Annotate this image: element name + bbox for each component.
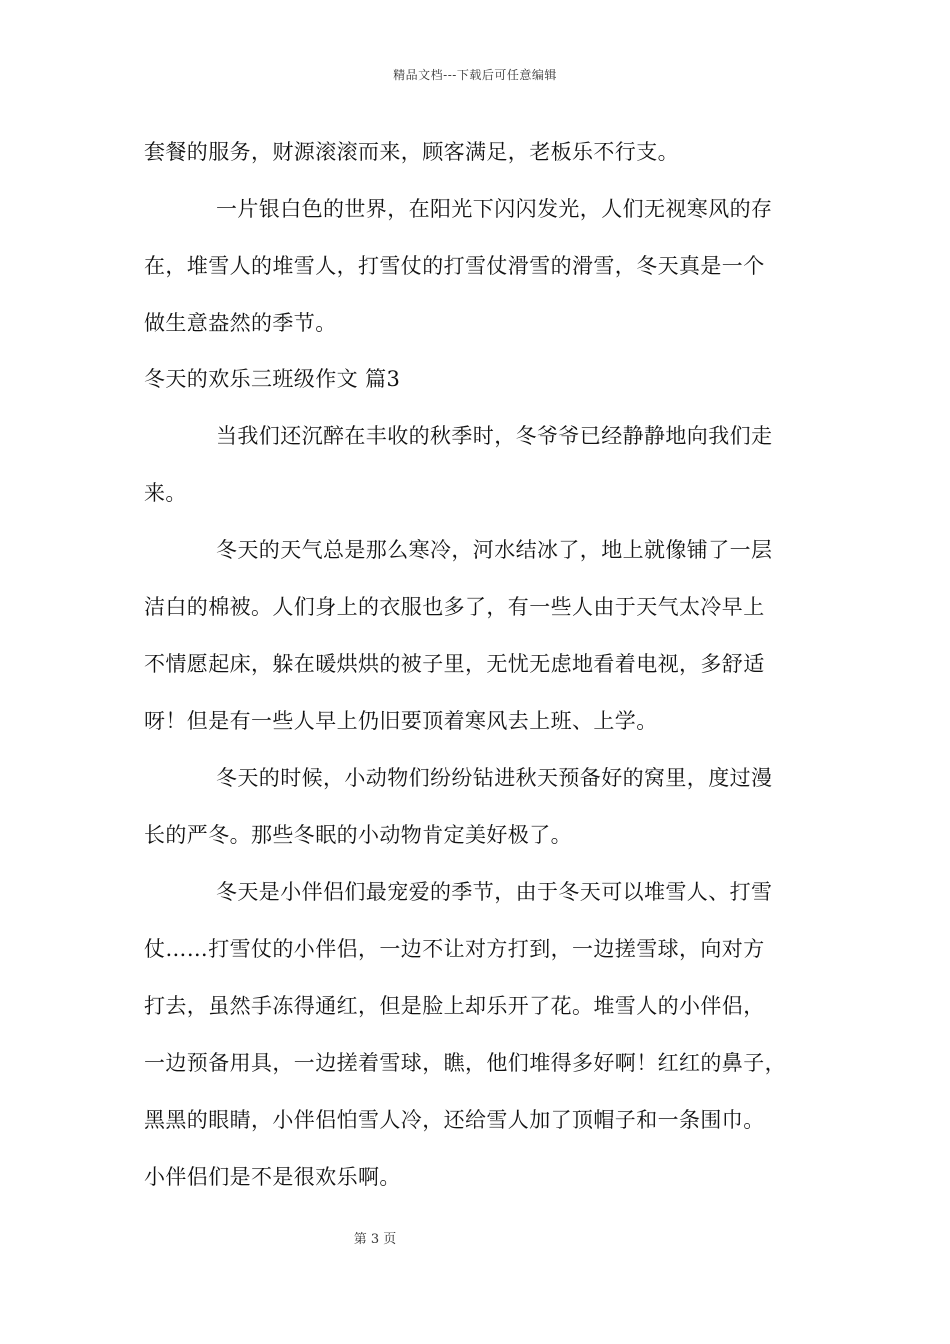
text-line: 套餐的服务，财源滚滚而来，顾客满足，老板乐不行支。 [144,140,679,164]
text-line: 呀！但是有一些人早上仍旧要顶着寒风去上班、上学。 [144,709,658,733]
text-line: 来。 [144,481,187,505]
text-line: 做生意盎然的季节。 [144,311,337,335]
paragraph-start-line: 冬天是小伴侣们最宠爱的季节，由于冬天可以堆雪人、打雪 [216,880,773,904]
paragraph-start-line: 一片银白色的世界，在阳光下闪闪发光，人们无视寒风的存 [216,197,773,221]
page-header: 精品文档---下载后可任意编辑 [393,68,557,82]
section-heading: 冬天的欢乐三班级作文 篇3 [144,367,401,391]
text-line: 洁白的棉被。人们身上的衣服也多了，有一些人由于天气太冷早上 [144,595,765,619]
text-line: 仗……打雪仗的小伴侣，一边不让对方打到，一边搓雪球，向对方 [144,937,765,961]
text-line: 一边预备用具，一边搓着雪球，瞧，他们堆得多好啊！红红的鼻子， [144,1051,786,1075]
paragraph-start-line: 冬天的天气总是那么寒冷，河水结冰了，地上就像铺了一层 [216,538,773,562]
text-line: 黑黑的眼睛，小伴侣怕雪人冷，还给雪人加了顶帽子和一条围巾。 [144,1108,765,1132]
text-line: 长的严冬。那些冬眠的小动物肯定美好极了。 [144,823,572,847]
text-line: 不情愿起床，躲在暖烘烘的被子里，无忧无虑地看着电视，多舒适 [144,652,765,676]
page-number: 第 3 页 [353,1232,397,1247]
text-line: 在，堆雪人的堆雪人，打雪仗的打雪仗滑雪的滑雪，冬天真是一个 [144,254,765,278]
paragraph-start-line: 当我们还沉醉在丰收的秋季时，冬爷爷已经静静地向我们走 [216,424,773,448]
paragraph-start-line: 冬天的时候，小动物们纷纷钻进秋天预备好的窝里，度过漫 [216,766,773,790]
text-line: 打去，虽然手冻得通红，但是脸上却乐开了花。堆雪人的小伴侣， [144,994,765,1018]
text-line: 小伴侣们是不是很欢乐啊。 [144,1165,401,1189]
